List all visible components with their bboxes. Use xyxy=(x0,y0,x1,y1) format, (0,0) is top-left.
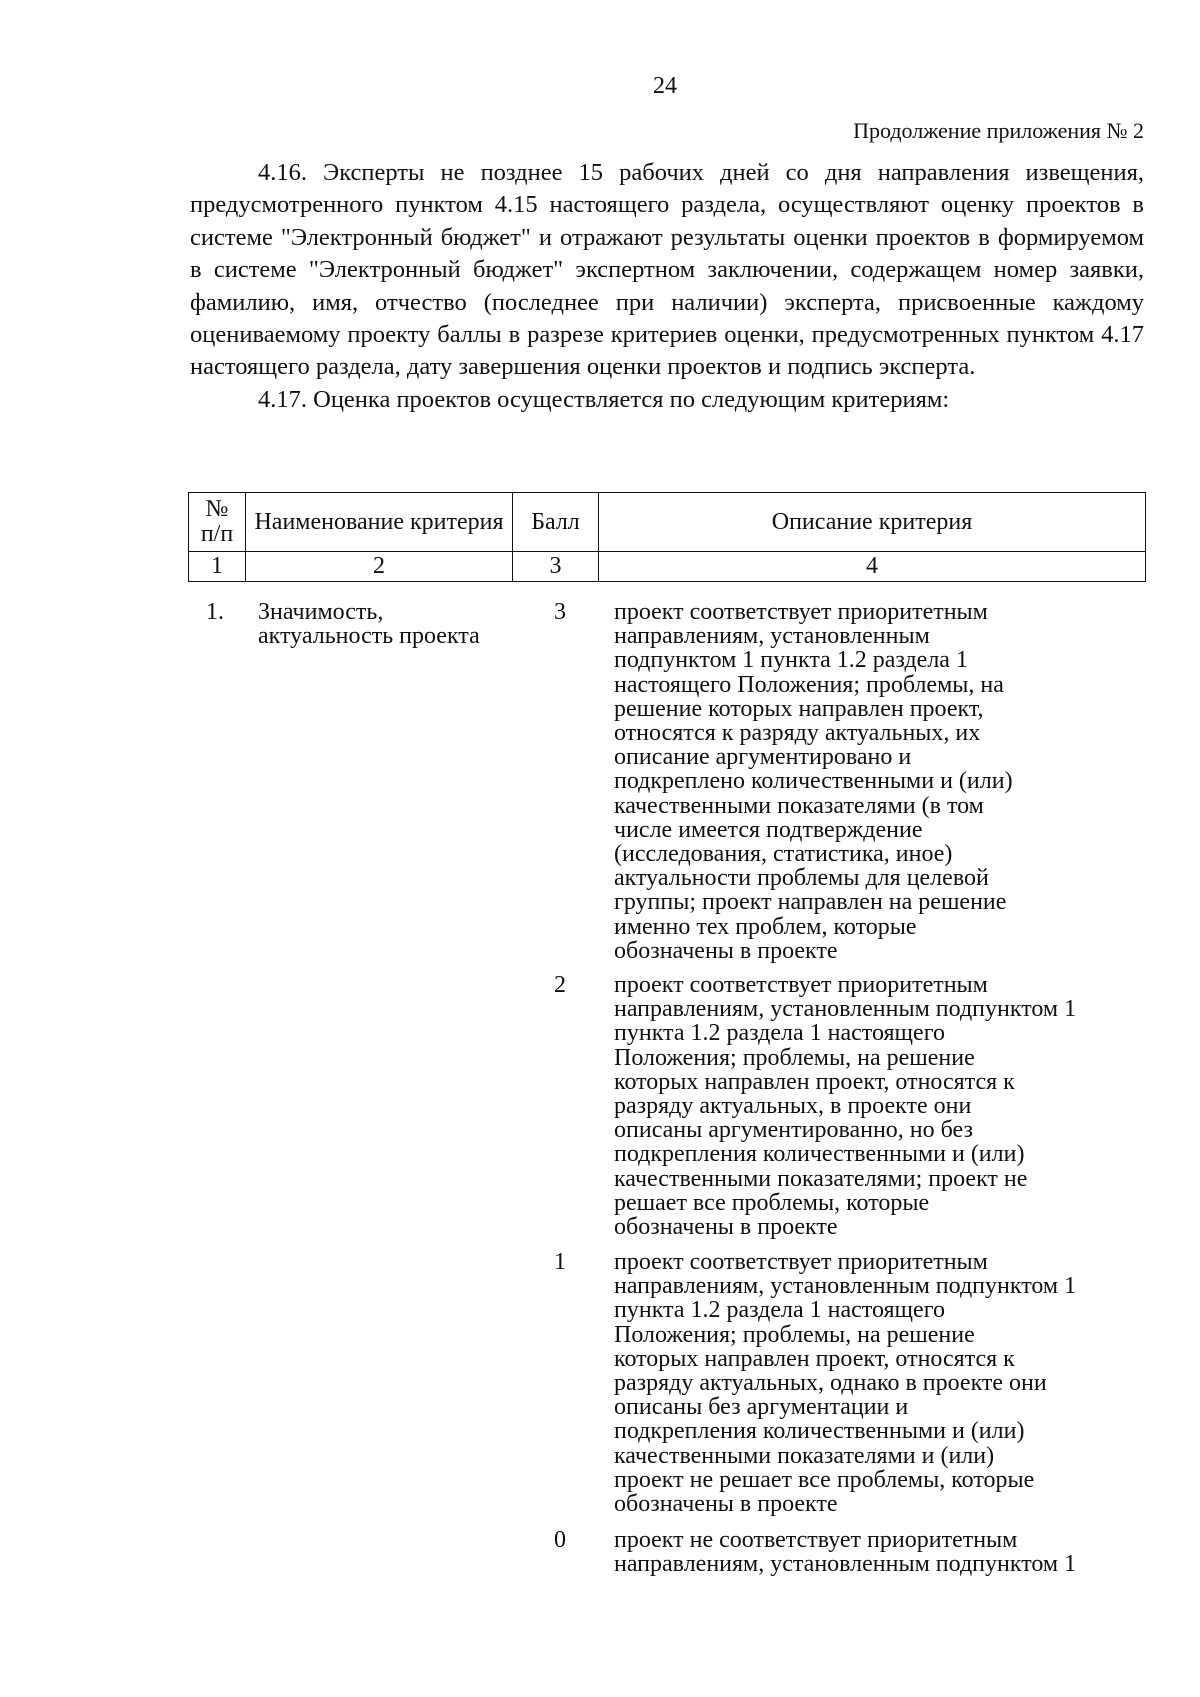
appendix-note: Продолжение приложения № 2 xyxy=(853,118,1144,143)
page-number: 24 xyxy=(653,73,677,99)
body-text xyxy=(190,157,1144,416)
description-line: решает все проблемы, которые xyxy=(614,1189,930,1216)
description-line: настоящего Положения; проблемы, на xyxy=(614,671,1004,698)
score-description xyxy=(614,1528,1134,1576)
column-number: 4 xyxy=(599,552,1146,582)
description-line: проект не решает все проблемы, которые xyxy=(614,1466,1035,1493)
description-line: которых направлен проект, относятся к xyxy=(614,1345,1015,1372)
column-number-row xyxy=(189,552,1146,582)
score-description xyxy=(614,600,1134,963)
description-line: направлениям, установленным подпунктом 1 xyxy=(614,1273,1077,1300)
description-line: пункта 1.2 раздела 1 настоящего xyxy=(614,1020,945,1047)
header-number: № п/п xyxy=(189,493,246,552)
description-line: подкреплено количественными и (или) xyxy=(614,768,1013,795)
description-line: которых направлен проект, относятся к xyxy=(614,1068,1015,1095)
description-line: пункта 1.2 раздела 1 настоящего xyxy=(614,1297,945,1324)
description-line: качественными показателями; проект не xyxy=(614,1165,1028,1192)
description-line: относятся к разряду актуальных, их xyxy=(614,720,981,747)
description-line: проект не соответствует приоритетным xyxy=(614,1527,1018,1553)
header-score: Балл xyxy=(513,493,599,552)
description-line: актуальности проблемы для целевой xyxy=(614,865,989,892)
score-description xyxy=(614,1250,1134,1516)
score-value: 2 xyxy=(554,972,566,998)
description-line: Положения; проблемы, на решение xyxy=(614,1044,975,1071)
description-line: обозначены в проекте xyxy=(614,1491,838,1518)
description-line: Положения; проблемы, на решение xyxy=(614,1321,975,1348)
column-number: 3 xyxy=(513,552,599,582)
description-line: направлениям, установленным xyxy=(614,623,930,650)
row-number: 1. xyxy=(206,599,224,625)
description-line: именно тех проблем, которые xyxy=(614,913,917,940)
description-line: обозначены в проекте xyxy=(614,1214,838,1241)
description-line: разряду актуальных, однако в проекте они xyxy=(614,1370,1047,1397)
header-description: Описание критерия xyxy=(599,493,1146,552)
description-line: обозначены в проекте xyxy=(614,937,838,964)
paragraph-4-16: 4.16. Эксперты не позднее 15 рабочих дней со дня направления извещения, предусмотренного пунктом 4.15 настоящего раздела, осуществляют оценку проектов в системе "Электронный бюджет" и отражают результаты оценки проектов в формируемом в системе "Электронный бюджет" экспертном заключении, содержащем номер заявки, фамилию, имя, отчество (последнее при наличии) эксперта, присвоенные каждому оцениваемому проекту баллы в разрезе критериев оценки, предусмотренных пунктом 4.17 настоящего раздела, дату завершения оценки проектов и подпись эксперта. xyxy=(190,159,1144,381)
description-line: описаны аргументированно, но без xyxy=(614,1117,973,1144)
description-line: разряду актуальных, в проекте они xyxy=(614,1093,972,1120)
description-line: подпунктом 1 пункта 1.2 раздела 1 xyxy=(614,647,968,674)
criteria-table-header xyxy=(188,492,1146,582)
score-value: 1 xyxy=(554,1249,566,1275)
description-line: проект соответствует приоритетным xyxy=(614,1249,988,1275)
score-value: 0 xyxy=(554,1527,566,1553)
description-line: группы; проект направлен на решение xyxy=(614,889,1007,916)
description-line: решение которых направлен проект, xyxy=(614,695,984,722)
header-criterion-name: Наименование критерия xyxy=(246,493,513,552)
column-number: 2 xyxy=(246,552,513,582)
description-line: проект соответствует приоритетным xyxy=(614,599,988,625)
score-value: 3 xyxy=(554,599,566,625)
description-line: числе имеется подтверждение xyxy=(614,816,923,843)
criterion-name: Значимость, актуальность проекта xyxy=(258,599,480,649)
description-line: направлениям, установленным подпунктом 1 xyxy=(614,996,1077,1023)
description-line: (исследования, статистика, иное) xyxy=(614,841,953,868)
header-row xyxy=(189,493,1146,552)
description-line: направлениям, установленным подпунктом 1 xyxy=(614,1551,1077,1578)
column-number: 1 xyxy=(189,552,246,582)
description-line: описание аргументировано и xyxy=(614,744,912,771)
description-line: подкрепления количественными и (или) xyxy=(614,1418,1025,1445)
description-line: проект соответствует приоритетным xyxy=(614,972,988,998)
paragraph-4-17: 4.17. Оценка проектов осуществляется по следующим критериям: xyxy=(258,385,950,413)
description-line: описаны без аргументации и xyxy=(614,1394,909,1421)
description-line: качественными показателями (в том xyxy=(614,792,984,819)
description-line: подкрепления количественными и (или) xyxy=(614,1141,1025,1168)
score-description xyxy=(614,973,1134,1239)
description-line: качественными показателями и (или) xyxy=(614,1442,995,1469)
